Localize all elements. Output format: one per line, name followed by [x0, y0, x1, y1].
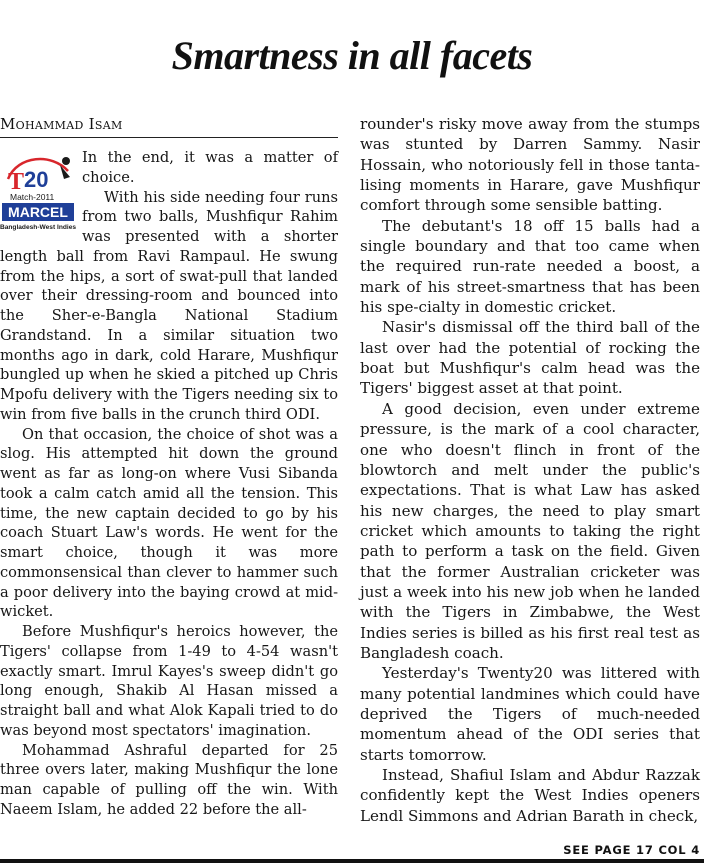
paragraph: Nasir's dismissal off the third ball of the last over had the potential of rocking the boat but Mushfiqur's calm head was the Tigers' biggest asset at that point.: [360, 318, 700, 398]
logo-sponsor: MARCEL: [8, 204, 68, 220]
batsman-head: [62, 157, 70, 165]
paragraph: rounder's risky move away from the stumps was stunted by Darren Sammy. Nasir Hossain, who notoriously fell in those tanta-lising moments in Harare, gave Mushfiqur comfort through some sensible batting.: [360, 115, 700, 215]
logo-match-label: Match-2011: [10, 192, 55, 202]
paragraph: The debutant's 18 off 15 balls had a single boundary and that too came when the required run-rate needed a boost, a mark of his street-smartness that has been his spe-cialty in domestic cricket.: [360, 216, 700, 317]
paragraph: A good decision, even under extreme pressure, is the mark of a cool character, one who doesn't flinch in front of the blowtorch and melt under the public's expectations. That is what Law has asked his new charges, the need to play smart cricket which amounts to taking the right path to perform a task on the field. Given that the former Australian cricketer was just a week into his new job when he landed with the Tigers in Zimbabwe, the West Indies series is billed as his first real test as Bangladesh coach.: [360, 399, 700, 662]
paragraph: In the end, it was a matter of choice.: [82, 149, 338, 186]
left-column: [0, 112, 338, 820]
paragraph: Instead, Shafiul Islam and Abdur Razzak confidently kept the West Indies openers Lendl Simmons and Adrian Barath in check,: [360, 766, 700, 825]
byline-row: [0, 112, 338, 138]
t20-logo-icon: [0, 149, 76, 233]
headline: Smartness in all facets: [171, 33, 533, 78]
t20-logo: [0, 149, 76, 233]
logo-20: 20: [24, 167, 49, 192]
logo-subtitle: Bangladesh-West Indies: [0, 224, 76, 231]
paragraph: On that occasion, the choice of shot was a slog. His attempted hit down the ground went as far as long-on where Vusi Sibanda took a calm catch amid all the tension. This time, the new captain decided to go by his coach Stuart Law's words. He went for the smart choice, though it was more commonsensical than clever to hammer such a poor delivery into the baying crowd at mid-wicket.: [0, 425, 338, 621]
paragraph: Before Mushfiqur's heroics however, the Tigers' collapse from 1-49 to 4-54 wasn't exactly smart. Imrul Kayes's sweep didn't go long enough, Shakib Al Hasan missed a straight ball and what Alok Kapali tried to do was beyond most spectators' imagination.: [0, 623, 338, 739]
continuation-jump: SEE PAGE 17 COL 4: [563, 843, 700, 857]
paragraph: Yesterday's Twenty20 was littered with many potential landmines which could have deprived the Tigers of much-needed momentum ahead of the ODI series that starts tomorrow.: [360, 664, 700, 764]
right-column: [360, 114, 700, 826]
logo-t: T: [8, 169, 25, 195]
paragraph: With his side needing four runs from two balls, Mushfiqur Rahim was presented with a shorter length ball from Ravi Rampaul. He swung from the hips, a sort of swat-pull that landed over their dressing-room and bounced into the Sher-e-Bangla National Stadium Grandstand. In a similar situation two months ago in dark, cold Harare, Mushfiqur bungled up when he skied a pitched up Chris Mpofu delivery with the Tigers needing six to win from five balls in the crunch third ODI.: [0, 188, 338, 423]
bottom-rule: [0, 859, 704, 863]
paragraph: Mohammad Ashraful departed for 25 three overs later, making Mushfiqur the lone man capable of pulling off the win. With Naeem Islam, he added 22 before the all-: [0, 741, 338, 818]
byline: Mohammad Isam: [0, 115, 123, 133]
